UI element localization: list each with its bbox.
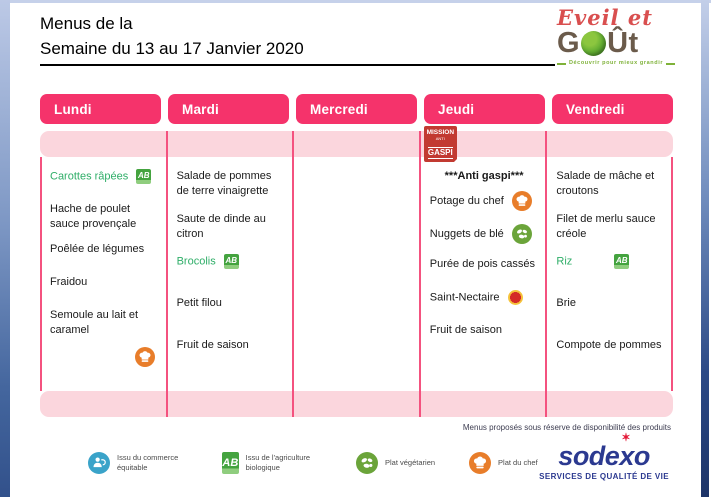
menu-item-label: Carottes râpées (50, 170, 129, 183)
menu-table (40, 94, 673, 417)
table-left-edge (40, 157, 42, 391)
window-border-left (0, 0, 10, 497)
logo-gout-ut: Ût (607, 27, 639, 59)
menu-item (430, 257, 539, 280)
column-separator (419, 131, 421, 417)
menu-item (50, 202, 159, 232)
logo-script-text: Eveil et (557, 5, 653, 30)
day-column-mardi (167, 157, 294, 391)
menu-item (177, 254, 286, 283)
menu-item-label: Riz (556, 255, 573, 268)
menu-item-label: Brie (556, 297, 576, 310)
chef-icon (135, 347, 155, 367)
day-column-mercredi (293, 157, 420, 391)
menu-item-label: Potage du chef (429, 194, 504, 207)
eveil-et-gout-logo (557, 7, 675, 67)
menu-item (556, 338, 665, 367)
menu-item-label: Salade de pommes de terre vinaigrette (176, 170, 272, 197)
table-content (40, 157, 673, 391)
menu-item-label: Fruit de saison (176, 339, 249, 352)
menu-item (556, 212, 665, 242)
chef-icon (469, 452, 491, 474)
day-tabs (40, 94, 673, 124)
menu-item-label: Hache de poulet sauce provençale (50, 203, 137, 230)
anti-gaspi-note: ***Anti gaspi*** (444, 170, 524, 182)
menu-item (556, 169, 665, 199)
legend-label: Issu de l'agriculture biologique (245, 452, 311, 472)
mission-anti-gaspi-badge: MISSION ANTI GASPI (424, 126, 457, 162)
availability-note: Menus proposés sous réserve de disponibilité des produits (462, 423, 671, 432)
legend-item (469, 452, 538, 474)
chef-icon (512, 191, 532, 211)
menu-table-body (40, 131, 673, 417)
column-separator (545, 131, 547, 417)
legend-item (88, 452, 188, 474)
day-column-lundi (40, 157, 167, 391)
globe-icon (581, 31, 606, 56)
menu-item-label: Fruit de saison (429, 323, 502, 336)
menu-item (556, 296, 665, 325)
menu-page (10, 3, 701, 497)
table-top-band (40, 131, 673, 157)
menu-item (177, 169, 286, 199)
logo-gout-g: G (557, 27, 581, 59)
menu-item (50, 347, 159, 370)
menu-item (177, 296, 286, 325)
menu-item (50, 275, 159, 298)
table-right-edge (671, 157, 673, 391)
sodexo-logo (539, 432, 669, 481)
menu-item (430, 290, 539, 313)
day-tab-mercredi: Mercredi (296, 94, 417, 124)
page-title-line1: Menus de la (40, 14, 133, 33)
legend-item (222, 452, 322, 474)
legend-label: Plat du chef (498, 457, 538, 467)
window-border-top (0, 0, 711, 3)
day-tab-jeudi: Jeudi (424, 94, 545, 124)
legend-item (356, 452, 435, 474)
menu-item-label: Brocolis (176, 255, 216, 268)
menu-item (430, 224, 539, 247)
ab-icon: AB (136, 169, 151, 184)
window-border-right (701, 0, 709, 497)
menu-item-label: Saint-Nectaire (429, 291, 500, 304)
menu-item-label: Fraidou (50, 275, 88, 288)
vegetarian-icon (356, 452, 378, 474)
page-title (40, 12, 555, 66)
menu-item-label: Poêlée de légumes (50, 242, 145, 255)
menu-item (177, 212, 286, 242)
column-separator (166, 131, 168, 417)
logo-gout-text (557, 29, 675, 58)
menu-item-label: Compote de pommes (556, 339, 662, 352)
day-column-vendredi (546, 157, 673, 391)
legend-label: Plat végétarien (385, 457, 436, 467)
ab-icon: AB (222, 452, 239, 474)
fair-trade-icon (88, 452, 110, 474)
day-tab-mardi: Mardi (168, 94, 289, 124)
legend-label: Issu du commerce équitable (117, 452, 179, 472)
menu-item-label: Salade de mâche et croutons (556, 170, 655, 197)
menu-item (177, 338, 286, 367)
menu-item-label: Saute de dinde au citron (176, 212, 266, 240)
sodexo-tagline: SERVICES DE QUALITÉ DE VIE (539, 472, 669, 481)
menu-item (50, 169, 159, 192)
menu-item-label: Semoule au lait et caramel (50, 308, 139, 336)
menu-item (50, 242, 159, 265)
menu-item-label: Purée de pois cassés (429, 257, 535, 270)
day-tab-vendredi: Vendredi (552, 94, 673, 124)
ab-icon: AB (614, 254, 629, 269)
table-bottom-band (40, 391, 673, 417)
menu-item-label: Nuggets de blé (429, 227, 504, 240)
page-header (10, 3, 701, 90)
page-title-line2: Semaine du 13 au 17 Janvier 2020 (40, 38, 304, 58)
day-column-jeudi (420, 157, 547, 391)
menu-item-label: Filet de merlu sauce créole (556, 212, 656, 240)
menu-item (556, 254, 665, 283)
menu-item (430, 323, 539, 346)
day-tab-lundi: Lundi (40, 94, 161, 124)
sodexo-wordmark: sodex ✶ o (558, 432, 650, 471)
menu-item-label: Petit filou (176, 297, 222, 310)
logo-tagline: Découvrir pour mieux grandir (557, 61, 675, 67)
menu-item (430, 191, 539, 214)
menu-item (50, 308, 159, 338)
vegetarian-icon (512, 224, 532, 244)
aop-icon (508, 290, 523, 305)
sodexo-star-icon: ✶ (621, 432, 631, 444)
ab-icon: AB (224, 254, 239, 269)
column-separator (292, 131, 294, 417)
